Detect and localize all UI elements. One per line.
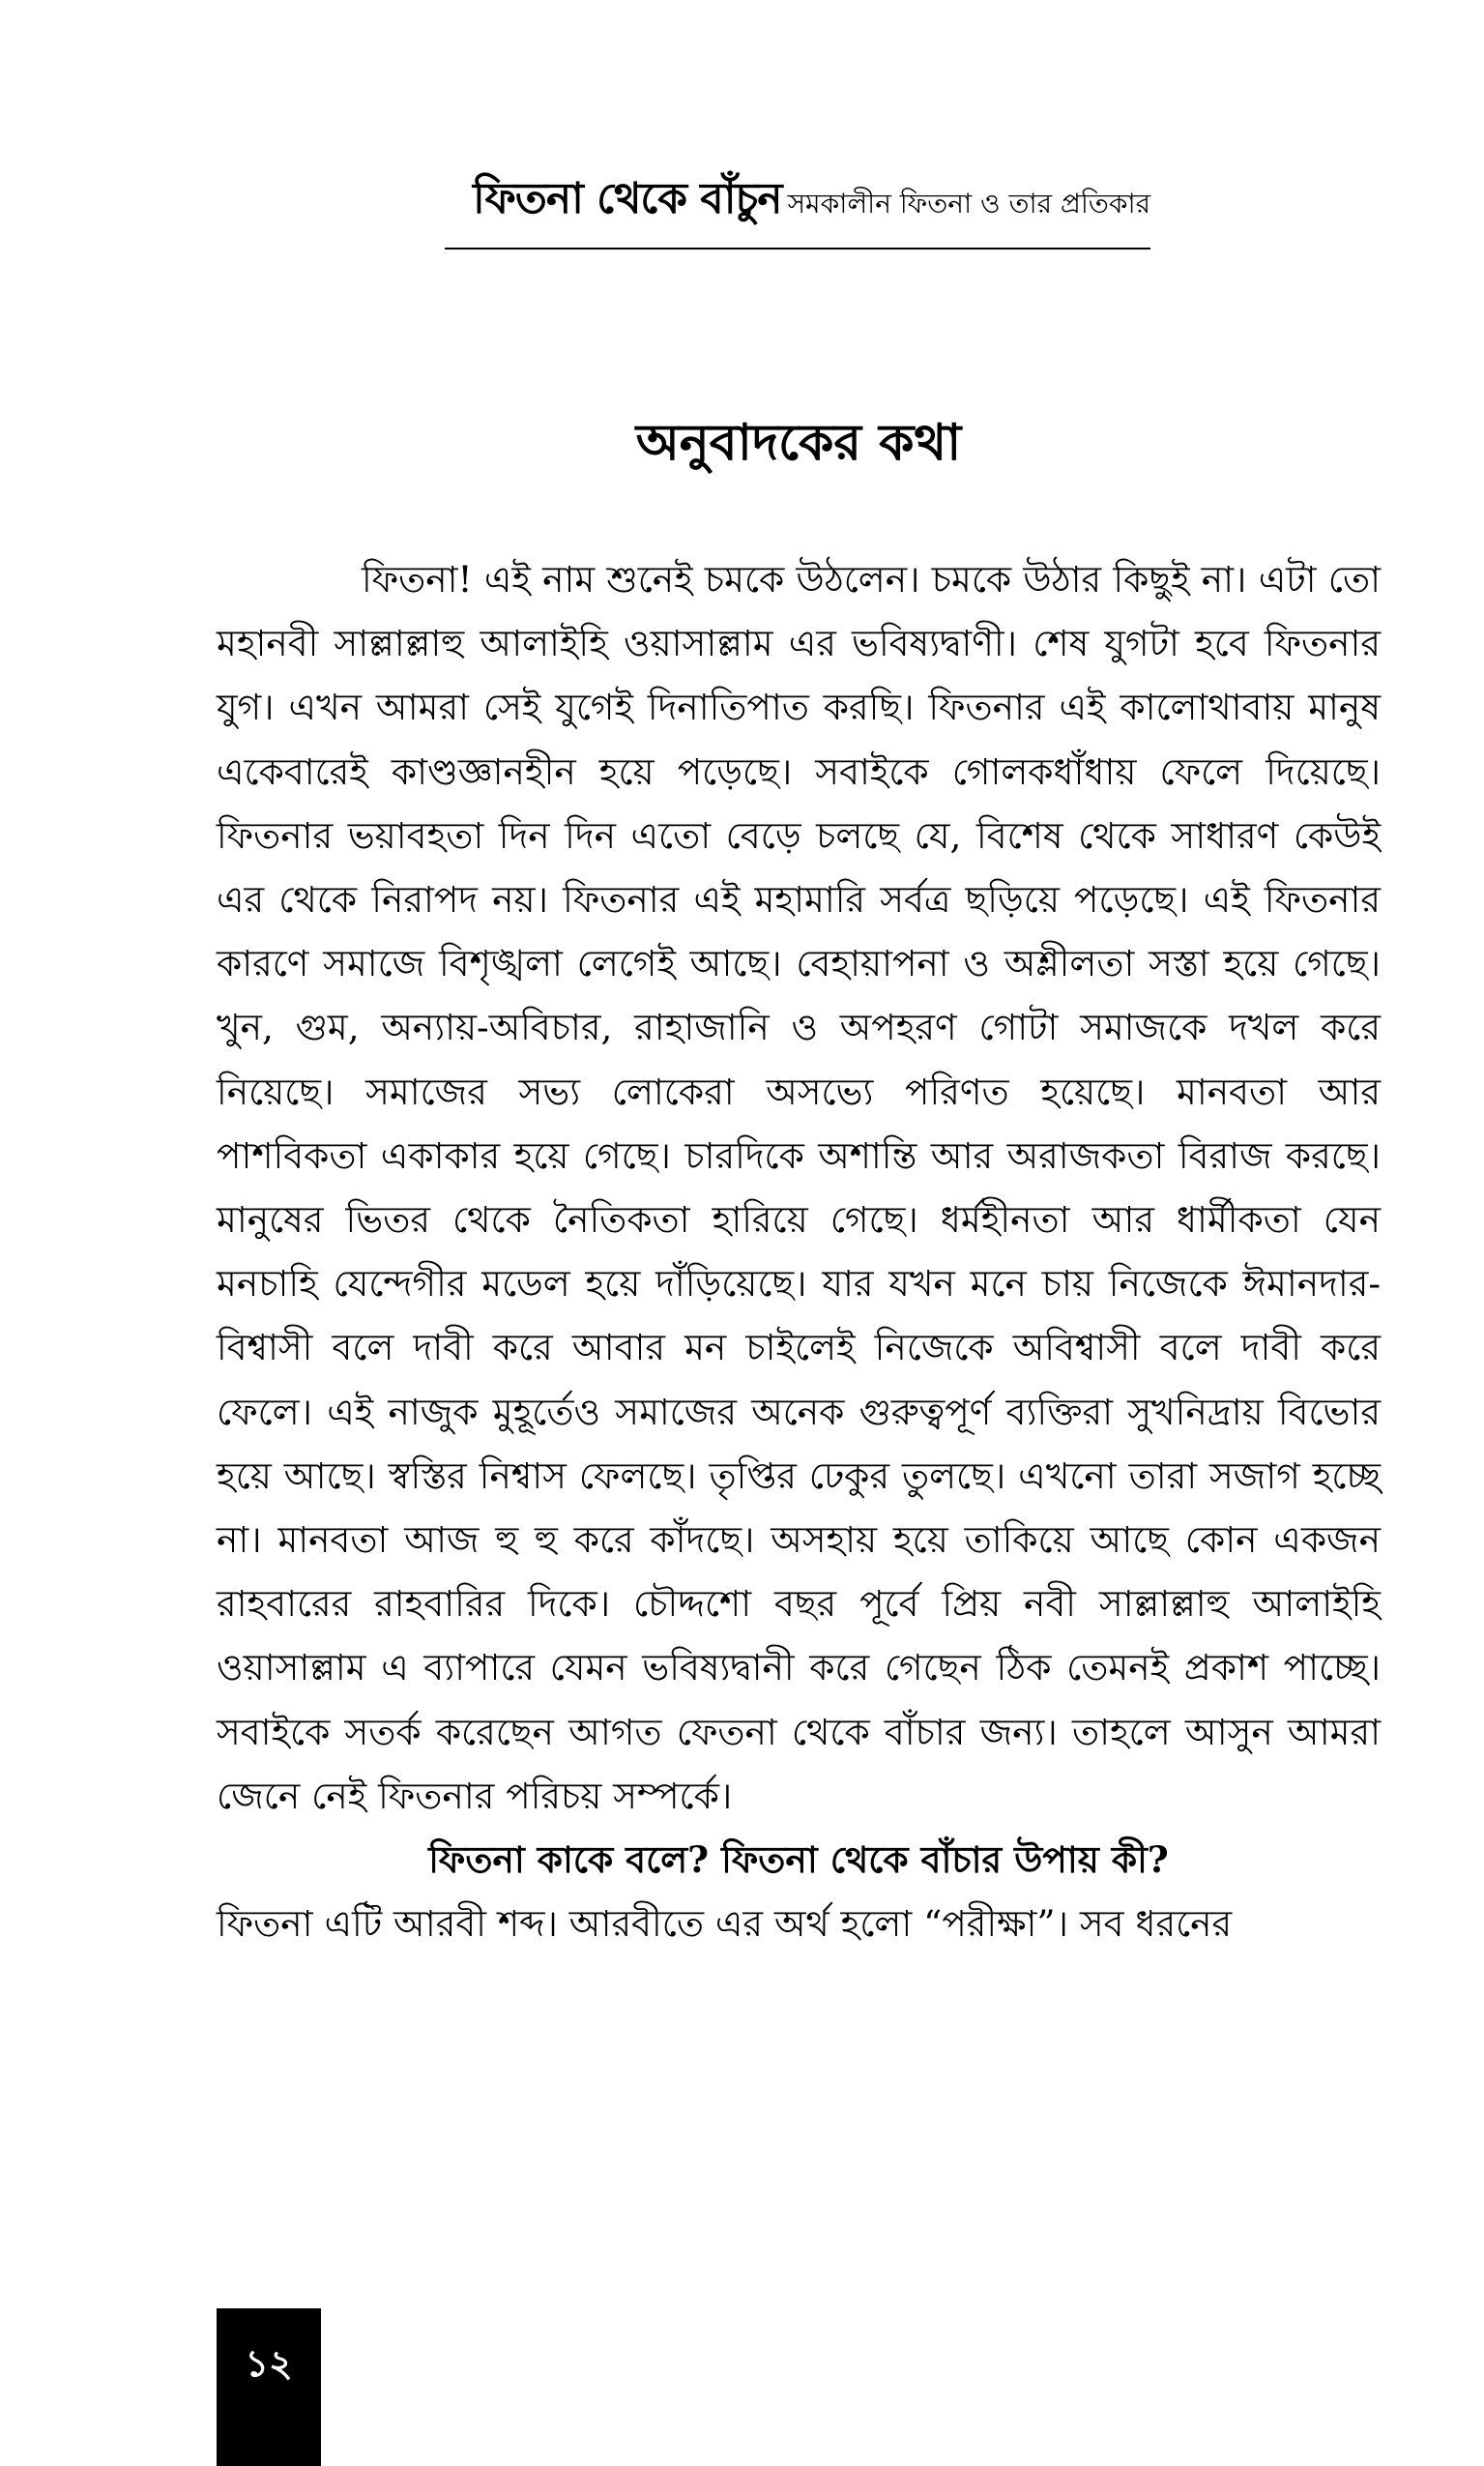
intro-paragraph: ফিতনা! এই নাম শুনেই চমকে উঠলেন। চমকে উঠার কিছুই না। এটা তো মহানবী সাল্লাল্লাহু আলাইহি ওয়াসাল্লাম এর ভবিষ্যদ্বাণী। শেষ যুগটা হবে ফিতনার যুগ। এখন আমরা সেই যুগেই দিনাতিপাত করছি। ফিতনার এই কালোথাবায় মানুষ একেবারেই কাণ্ডজ্ঞানহীন হয়ে পড়েছে। সবাইকে গোলকধাঁধায় ফেলে দিয়েছে। ফিতনার ভয়াবহতা দিন দিন এতো বেড়ে চলছে যে, বিশেষ থেকে সাধারণ কেউই এর থেকে নিরাপদ নয়। ফিতনার এই মহামারি সর্বত্র ছড়িয়ে পড়েছে। এই ফিতনার কারণে সমাজে বিশৃঙ্খলা লেগেই আছে। বেহায়াপনা ও অশ্লীলতা সস্তা হয়ে গেছে। খুন, গুম, অন্যায়-অবিচার, রাহাজানি ও অপহরণ গোটা সমাজকে দখল করে নিয়েছে। সমাজের সভ্য লোকেরা অসভ্যে পরিণত হয়েছে। মানবতা আর পাশবিকতা একাকার হয়ে গেছে। চারদিকে অশান্তি আর অরাজকতা বিরাজ করছে। মানুষের ভিতর থেকে নৈতিকতা হারিয়ে গেছে। ধর্মহীনতা আর ধার্মীকতা যেন মনচাহি যেন্দেগীর মডেল হয়ে দাঁড়িয়েছে। যার যখন মনে চায় নিজেকে ঈমানদার-বিশ্বাসী বলে দাবী করে আবার মন চাইলেই নিজেকে অবিশ্বাসী বলে দাবী করে ফেলে। এই নাজুক মুহূর্তেও সমাজের অনেক গুরুত্বপূর্ণ ব্যক্তিরা সুখনিদ্রায় বিভোর হয়ে আছে। স্বস্তির নিশ্বাস ফেলছে। তৃপ্তির ঢেকুর তুলছে। এখনো তারা সজাগ হচ্ছে না। মানবতা আজ হু হু করে কাঁদছে। অসহায় হয়ে তাকিয়ে আছে কোন একজন রাহবারের রাহবারির দিকে। চৌদ্দশো বছর পূর্বে প্রিয় নবী সাল্লাল্লাহু আলাইহি ওয়াসাল্লাম এ ব্যাপারে যেমন ভবিষ্যদ্বানী করে গেছেন ঠিক তেমনই প্রকাশ পাচ্ছে। সবাইকে সতর্ক করেছেন আগত ফেতনা থেকে বাঁচার জন্য। তাহলে আসুন আমরা জেনে নেই ফিতনার পরিচয় সম্পর্কে।	[217, 558, 1381, 1817]
header-divider	[445, 248, 1150, 250]
chapter-title: অনুবাদকের কথা	[635, 413, 962, 472]
page-number: ১২	[217, 2308, 321, 2466]
running-header	[445, 166, 1150, 253]
book-subtitle: সমকালীন ফিতনা ও তার প্রতিকার	[787, 188, 1150, 220]
definition-paragraph: ফিতনা এটি আরবী শব্দ। আরবীতে এর অর্থ হলো “পরীক্ষা”। সব ধরনের	[217, 1902, 1233, 1946]
section-sub-heading: ফিতনা কাকে বলে? ফিতনা থেকে বাঁচার উপায় কী?	[428, 1838, 1169, 1882]
book-title: ফিতনা থেকে বাঁচুন	[473, 174, 782, 223]
header-line	[445, 166, 1150, 248]
body-text	[217, 547, 1381, 1955]
